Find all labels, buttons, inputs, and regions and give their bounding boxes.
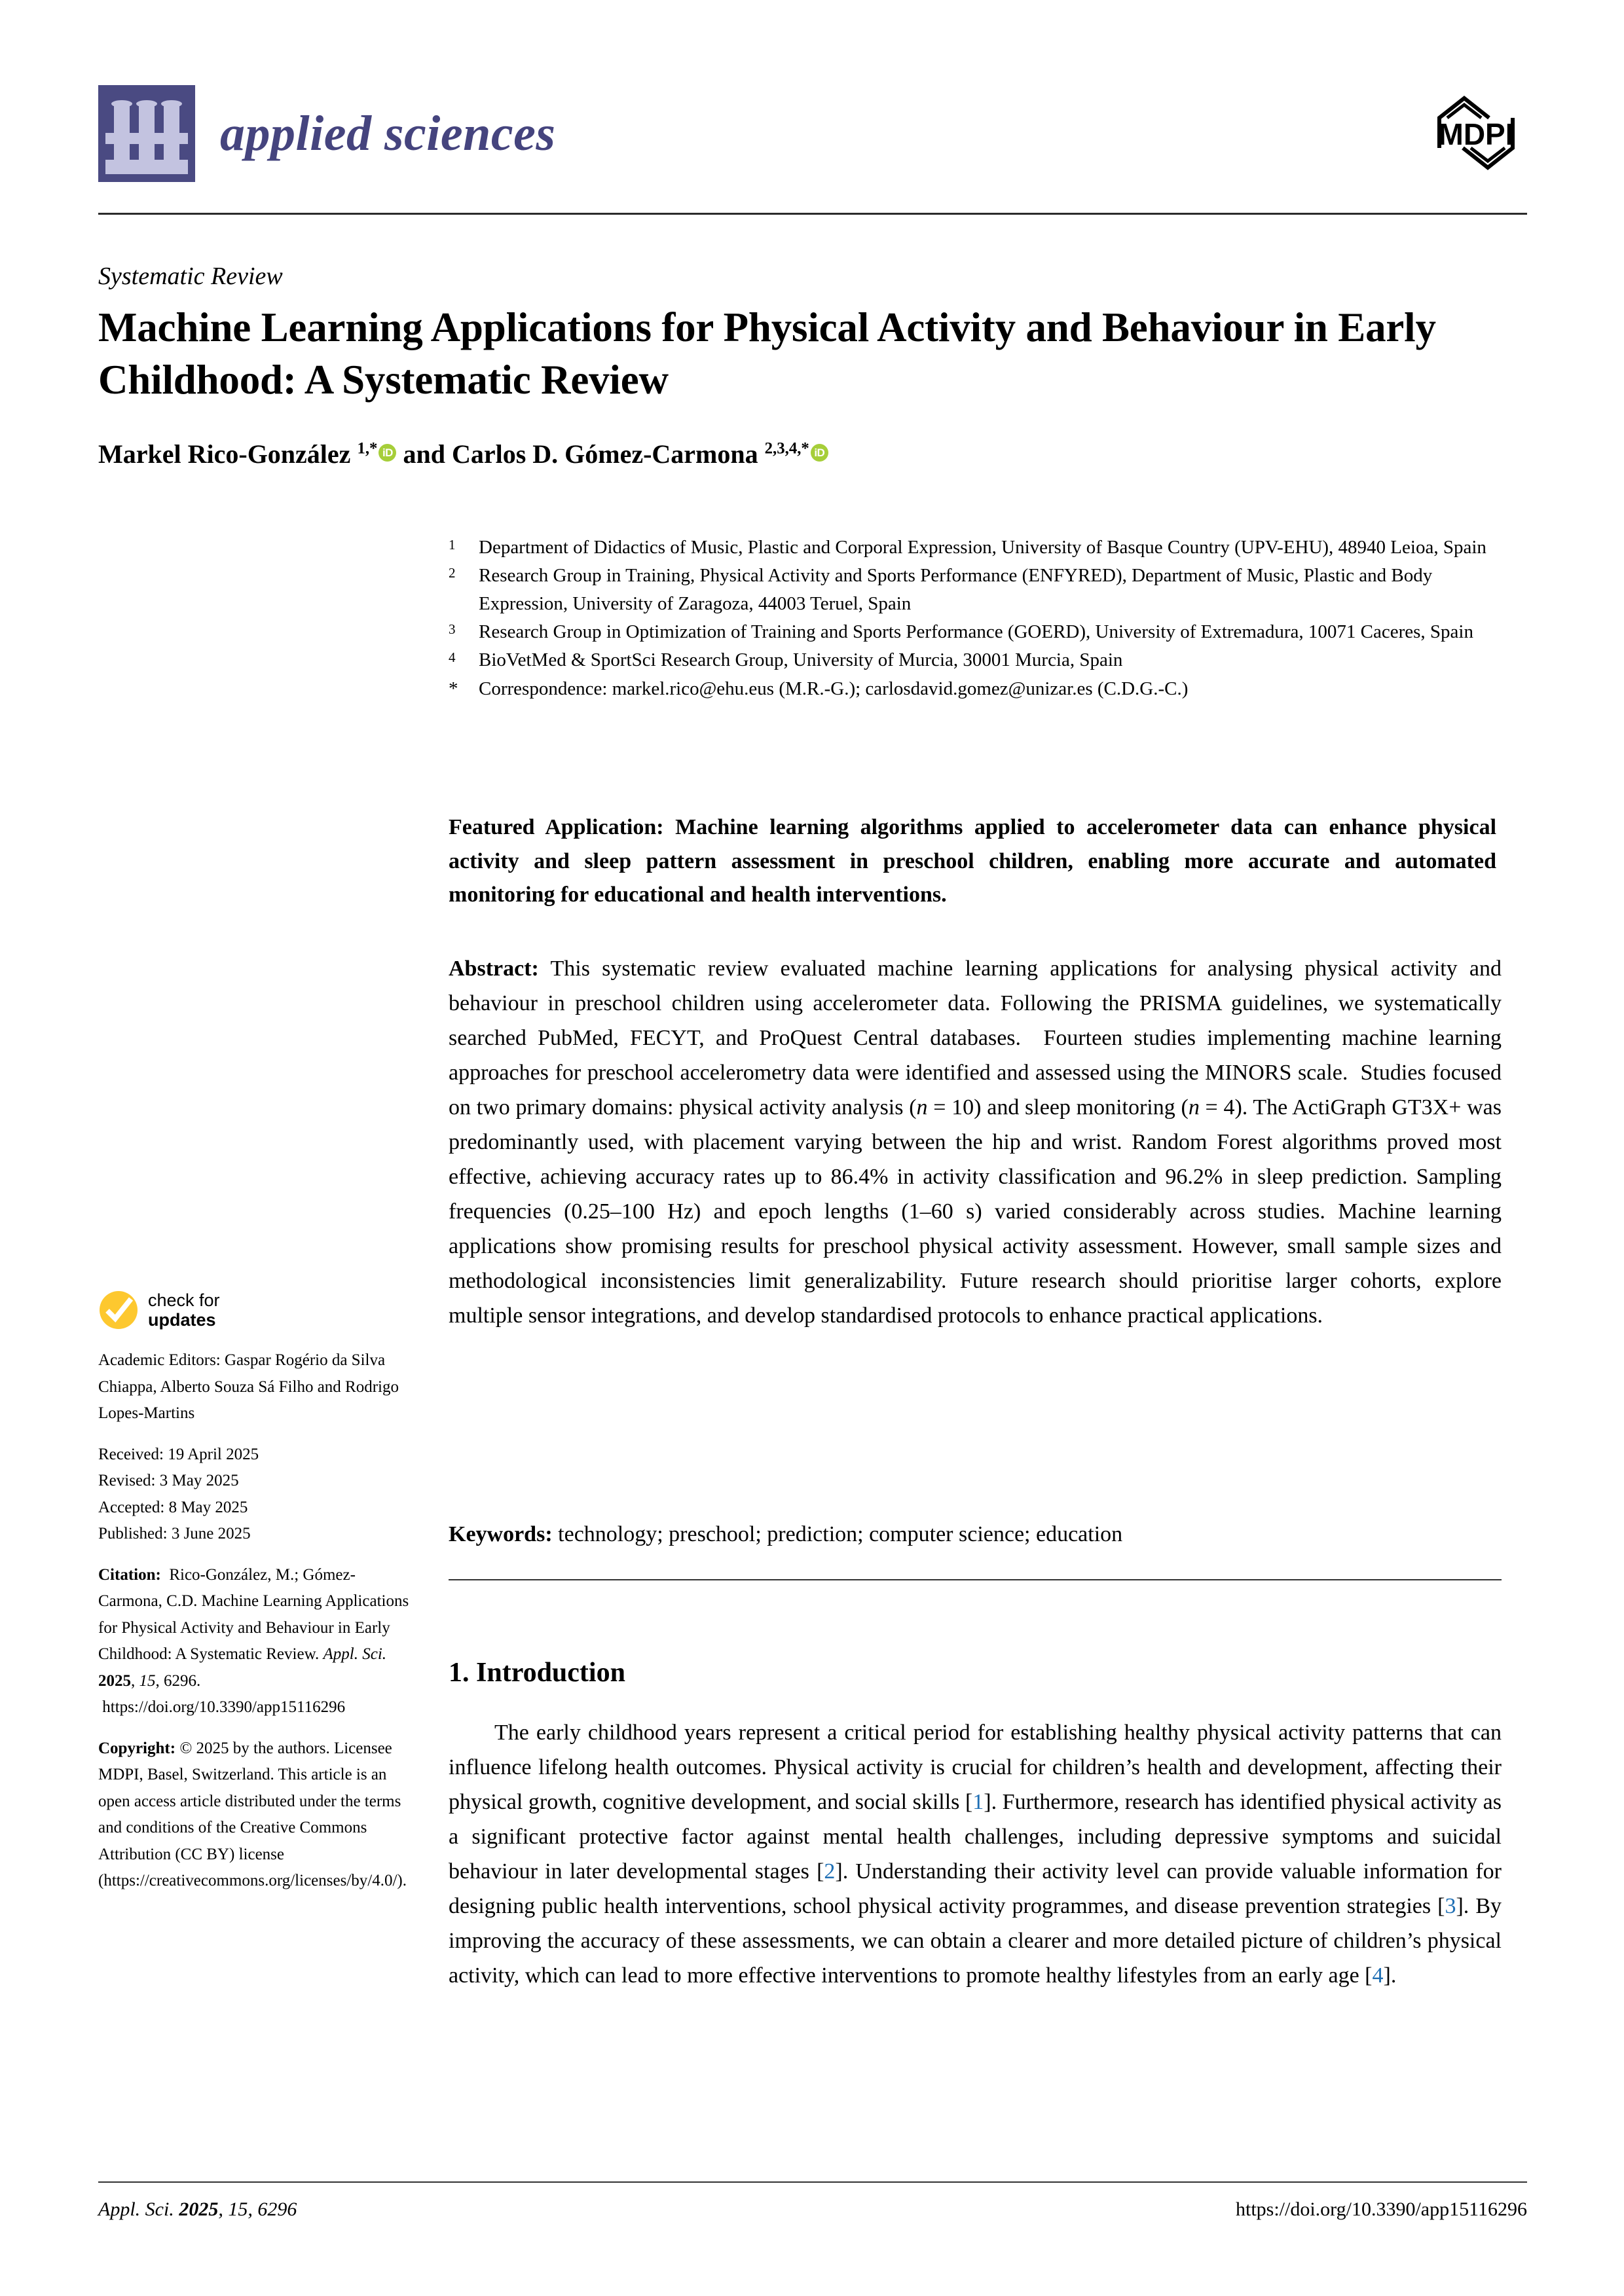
- yellow-check-badge-icon: [98, 1290, 139, 1330]
- affiliations-block: [449, 534, 1496, 703]
- header-divider: [98, 213, 1527, 215]
- section-heading-introduction: 1. Introduction: [449, 1658, 625, 1688]
- affiliation-marker: 1: [449, 537, 456, 553]
- academic-editors: Academic Editors: Gaspar Rogério da Silva Chiappa, Alberto Souza Sá Filho and Rodrigo Lopes-Martins: [98, 1351, 399, 1422]
- affiliation-item: [449, 618, 1496, 646]
- copyright-block: [98, 1736, 419, 1895]
- affiliation-text: BioVetMed & SportSci Research Group, University of Murcia, 30001 Murcia, Spain: [479, 649, 1123, 671]
- correspondence-marker: *: [449, 678, 458, 699]
- correspondence-text[interactable]: Correspondence: markel.rico@ehu.eus (M.R.-G.); carlosdavid.gomez@unizar.es (C.D.G.-C.): [479, 678, 1189, 699]
- sidebar: [98, 1290, 419, 1909]
- affiliation-text: Research Group in Optimization of Training and Sports Performance (GOERD), University of Extremadura, 10071 Caceres, Spain: [479, 621, 1473, 642]
- date-published: Published: 3 June 2025: [98, 1525, 251, 1542]
- date-received: Received: 19 April 2025: [98, 1445, 259, 1463]
- masthead: [98, 79, 1526, 210]
- footer-citation: Appl. Sci. 2025, 15, 6296: [98, 2198, 297, 2220]
- affiliation-text: Research Group in Training, Physical Activity and Sports Performance (ENFYRED), Department of Music, Plastic and Body Expression, University of Zaragoza, 44003 Teruel, Spain: [479, 565, 1433, 614]
- abstract-block: [449, 951, 1502, 1333]
- footer-doi-link[interactable]: https://doi.org/10.3390/app15116296: [1235, 2198, 1527, 2220]
- affiliation-text: Department of Didactics of Music, Plastic and Corporal Expression, University of Basque Country (UPV-EHU), 48940 Leioa, Spain: [479, 537, 1486, 558]
- page-title: Machine Learning Applications for Physical Activity and Behaviour in Early Childhood: A Systematic Review: [98, 304, 1436, 403]
- check-for-updates-label: [148, 1290, 220, 1330]
- affiliation-marker: 3: [449, 621, 456, 637]
- svg-text:MDPI: MDPI: [1438, 117, 1514, 151]
- cfu-line2: updates: [148, 1310, 216, 1330]
- footer-divider: [98, 2181, 1527, 2183]
- journal-title: applied sciences: [220, 106, 556, 161]
- affiliation-item: [449, 562, 1496, 617]
- keywords-text: technology; preschool; prediction; computer science; education: [558, 1522, 1123, 1546]
- check-for-updates-badge[interactable]: [98, 1290, 419, 1330]
- keywords-block: [449, 1518, 1502, 1551]
- affiliation-marker: 4: [449, 649, 456, 666]
- citation-block: [98, 1562, 419, 1721]
- journal-brand[interactable]: [98, 85, 555, 182]
- abstract-text: This systematic review evaluated machine learning applications for analysing physical activity and behaviour in preschool children using accelerometer data. Following the PRISMA guidelines, we systematically searched PubMed, FECYT, and ProQuest Central databases. Fourteen studies implementing machine learning approaches for preschool accelerometry data were identified and assessed using the MINORS scale. Studies focused on two primary domains: physical activity analysis (n = 10) and sleep monitoring (n = 4). The ActiGraph GT3X+ was predominantly used, with placement varying between the hip and wrist. Random Forest algorithms proved most effective, achieving accuracy rates up to 86.4% in activity classification and 96.2% in sleep prediction. Sampling frequencies (0.25–100 Hz) and epoch lengths (1–60 s) varied considerably across studies. Machine learning applications show promising results for preschool physical activity assessment. However, small sample sizes and methodological inconsistencies limit generalizability. Future research should prioritise larger cohorts, explore multiple sensor integrations, and develop standardised protocols to enhance practical applications.: [449, 957, 1502, 1328]
- correspondence-item: [449, 675, 1496, 702]
- copyright-label: Copyright:: [98, 1739, 176, 1757]
- test-tube-rack-icon: [98, 85, 195, 182]
- featured-application: [449, 811, 1496, 912]
- citation-text[interactable]: Rico-González, M.; Gómez-Carmona, C.D. Machine Learning Applications for Physical Activity and Behaviour in Early Childhood: A Systematic Review. Appl. Sci. 2025, 15, 6296. https://doi.org/10.3390/app15116296: [98, 1565, 409, 1716]
- section-paragraph-introduction: The early childhood years represent a critical period for establishing healthy physical activity patterns that can influence lifelong health outcomes. Physical activity is crucial for children’s health and development, affecting their physical growth, cognitive development, and social skills [1]. Furthermore, research has identified physical activity as a significant protective factor against mental health challenges, including depressive symptoms and suicidal behaviour in later developmental stages [2]. Understanding their activity level can provide valuable information for designing public health interventions, school physical activity programmes, and disease prevention strategies [3]. By improving the accuracy of these assessments, we can obtain a clearer and more detailed picture of children’s physical activity, which can lead to more effective interventions to promote healthy lifestyles from an early age [4].: [449, 1721, 1502, 1988]
- article-type: Systematic Review: [98, 263, 283, 290]
- cfu-line1: check for: [148, 1290, 220, 1310]
- affiliation-item: [449, 534, 1496, 561]
- author-list: Markel Rico-González $^{1,*}$ iD and Carlos D. Gómez-Carmona $^{2,3,4,*}$ iD: [98, 437, 1460, 471]
- featured-application-label: Featured Application:: [449, 815, 664, 839]
- date-accepted: Accepted: 8 May 2025: [98, 1498, 248, 1516]
- abstract-label: Abstract:: [449, 957, 539, 981]
- keywords-divider: [449, 1579, 1502, 1580]
- affiliation-item: [449, 646, 1496, 674]
- publication-dates: [98, 1442, 419, 1548]
- keywords-label: Keywords:: [449, 1522, 553, 1546]
- citation-label: Citation:: [98, 1565, 161, 1584]
- copyright-text: © 2025 by the authors. Licensee MDPI, Basel, Switzerland. This article is an open access article distributed under the terms and conditions of the Creative Commons Attribution (CC BY) license (https://creativecommons.org/licenses/by/4.0/).: [98, 1739, 407, 1889]
- affiliation-marker: 2: [449, 565, 456, 581]
- featured-application-text: Machine learning algorithms applied to accelerometer data can enhance physical activity and sleep pattern assessment in preschool children, enabling more accurate and automated monitoring for educational and health interventions.: [449, 815, 1497, 907]
- date-revised: Revised: 3 May 2025: [98, 1472, 239, 1489]
- mdpi-logo-icon[interactable]: [1426, 84, 1526, 182]
